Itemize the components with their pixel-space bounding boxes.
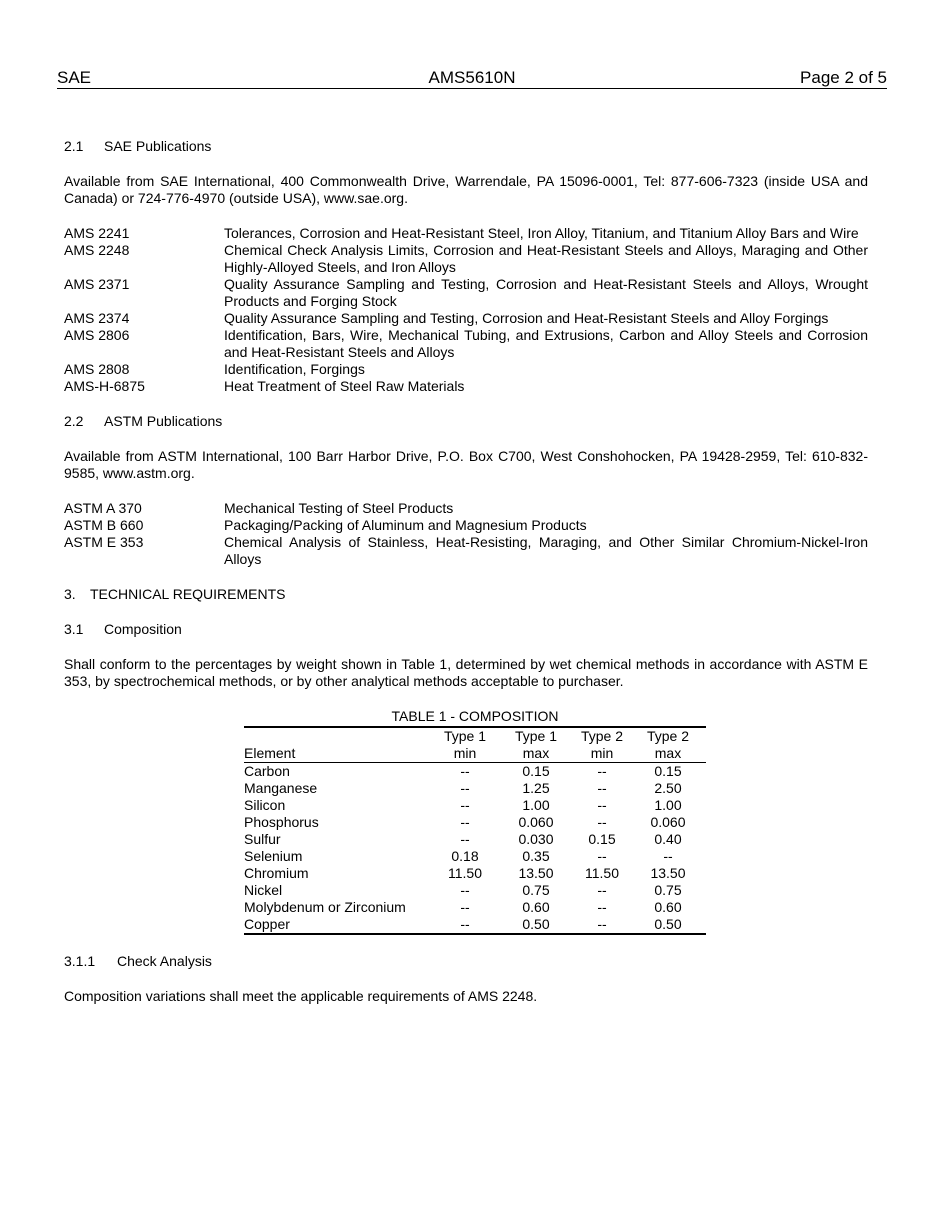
header-document-number: AMS5610N (428, 68, 516, 87)
sae-reference-list (64, 225, 868, 395)
table-row (244, 763, 706, 781)
value-cell: -- (663, 848, 673, 864)
reference-row (64, 517, 868, 534)
value-cell: 0.50 (630, 916, 706, 934)
section-number: 3.1.1 (64, 953, 96, 969)
section-number: 2.1 (64, 138, 84, 154)
reference-title: Chemical Analysis of Stainless, Heat-Resisting, Maraging, and Other Similar Chromium-Nickel-Iron Alloys (224, 534, 868, 567)
value-cell: -- (460, 763, 470, 779)
value-cell: 1.00 (654, 797, 682, 813)
section-title: Check Analysis (117, 953, 212, 969)
reference-row (64, 378, 868, 395)
value-cell: 2.50 (654, 780, 682, 796)
value-cell: -- (460, 831, 470, 847)
element-name: Carbon (244, 763, 290, 779)
element-name: Molybdenum or Zirconium (244, 899, 406, 915)
value-cell: 13.50 (518, 865, 554, 881)
element-name: Nickel (244, 882, 283, 898)
table-header-cell: Type 2 (630, 727, 706, 745)
reference-row (64, 361, 868, 378)
table-header-row (244, 727, 706, 745)
reference-title: Tolerances, Corrosion and Heat-Resistant Steel, Iron Alloy, Titanium, and Titanium Alloy Bars and Wire (224, 225, 859, 241)
table-header-cell: Element (244, 745, 432, 763)
table-row (244, 865, 706, 882)
reference-row (64, 327, 868, 361)
value-cell: 11.50 (585, 865, 619, 881)
value-cell: 0.15 (588, 831, 616, 847)
table-row (244, 916, 706, 934)
table-header-row (244, 745, 706, 763)
section-number: 2.2 (64, 413, 84, 429)
check-analysis-paragraph: Composition variations shall meet the applicable requirements of AMS 2248. (64, 988, 538, 1004)
table-row (244, 831, 706, 848)
value-cell: 0.75 (654, 882, 682, 898)
value-cell: 0.060 (518, 814, 554, 830)
reference-title: Identification, Bars, Wire, Mechanical Tubing, and Extrusions, Carbon and Alloy Steels and Corrosion and Heat-Resistant Steels and Alloys (224, 327, 868, 360)
value-cell: -- (460, 882, 470, 898)
value-cell: 11.50 (448, 865, 482, 881)
value-cell: 0.60 (654, 899, 682, 915)
reference-code: AMS 2371 (64, 276, 130, 292)
section-number: 3.1 (64, 621, 84, 637)
value-cell: -- (574, 916, 630, 934)
reference-title: Quality Assurance Sampling and Testing, Corrosion and Heat-Resistant Steels and Alloy Forgings (224, 310, 829, 326)
section-title: Composition (104, 621, 182, 637)
astm-availability-paragraph: Available from ASTM International, 100 Barr Harbor Drive, P.O. Box C700, West Conshohocken, PA 19428-2959, Tel: 610-832-9585, www.astm.org. (64, 448, 868, 481)
composition-table (244, 708, 706, 935)
reference-code: ASTM A 370 (64, 500, 142, 516)
element-name: Selenium (244, 848, 303, 864)
table-row (244, 797, 706, 814)
table-row (244, 899, 706, 916)
table-header-cell: min (574, 745, 630, 763)
table-header-cell: Type 1 (498, 727, 574, 745)
value-cell: -- (460, 797, 470, 813)
table-row (244, 882, 706, 899)
document-body (64, 138, 868, 1005)
table-header-cell: min (432, 745, 498, 763)
section-2-1-heading (64, 138, 868, 155)
reference-row (64, 242, 868, 276)
value-cell: -- (597, 882, 607, 898)
reference-code: AMS 2808 (64, 361, 130, 377)
reference-row (64, 500, 868, 517)
table-header-cell: Type 1 (432, 727, 498, 745)
value-cell: -- (597, 780, 607, 796)
value-cell: 0.40 (654, 831, 682, 847)
value-cell: -- (460, 780, 470, 796)
reference-code: AMS 2248 (64, 242, 130, 258)
table-header-cell: max (630, 745, 706, 763)
reference-code: AMS-H-6875 (64, 378, 145, 394)
section-2-2-heading (64, 413, 868, 430)
value-cell: 0.15 (522, 763, 550, 779)
section-number: 3. (64, 586, 76, 602)
table-row (244, 848, 706, 865)
table-header-cell (244, 727, 432, 745)
section-3-1-heading (64, 621, 868, 638)
composition-paragraph: Shall conform to the percentages by weight shown in Table 1, determined by wet chemical methods in accordance with ASTM E 353, by spectrochemical methods, or by other analytical methods acceptable to purchaser. (64, 656, 868, 689)
reference-row (64, 310, 868, 327)
section-3-1-1-heading (64, 953, 868, 970)
value-cell: -- (597, 848, 607, 864)
page-header (57, 68, 887, 89)
value-cell: 0.60 (522, 899, 550, 915)
section-3-heading (64, 586, 868, 603)
value-cell: -- (460, 814, 470, 830)
element-name: Chromium (244, 865, 309, 881)
reference-row (64, 225, 868, 242)
value-cell: 13.50 (650, 865, 686, 881)
value-cell: 0.35 (522, 848, 550, 864)
table-row (244, 814, 706, 831)
reference-code: ASTM E 353 (64, 534, 144, 550)
section-title: SAE Publications (104, 138, 212, 154)
element-name: Phosphorus (244, 814, 319, 830)
section-title: TECHNICAL REQUIREMENTS (90, 586, 286, 602)
value-cell: -- (597, 797, 607, 813)
value-cell: 0.15 (654, 763, 682, 779)
sae-availability-paragraph: Available from SAE International, 400 Commonwealth Drive, Warrendale, PA 15096-0001, Tel: 877-606-7323 (inside USA and Canada) or 724-776-4970 (outside USA), www.sae.org. (64, 173, 868, 206)
value-cell: 0.75 (522, 882, 550, 898)
table-header-cell: Type 2 (574, 727, 630, 745)
table-caption: TABLE 1 - COMPOSITION (391, 708, 559, 724)
element-name: Manganese (244, 780, 318, 796)
value-cell: 1.25 (522, 780, 550, 796)
header-publisher: SAE (57, 68, 92, 87)
table-row (244, 780, 706, 797)
value-cell: 0.50 (498, 916, 574, 934)
element-name: Sulfur (244, 831, 281, 847)
astm-reference-list (64, 500, 868, 568)
table-header-cell: max (498, 745, 574, 763)
header-page-number: Page 2 of 5 (800, 68, 887, 87)
value-cell: -- (432, 916, 498, 934)
reference-title: Identification, Forgings (224, 361, 365, 377)
reference-title: Mechanical Testing of Steel Products (224, 500, 454, 516)
reference-title: Chemical Check Analysis Limits, Corrosion and Heat-Resistant Steels and Alloys, Maraging and Other Highly-Alloyed Steels, and Iron Alloys (224, 242, 868, 275)
value-cell: 0.18 (451, 848, 479, 864)
reference-code: AMS 2241 (64, 225, 130, 241)
value-cell: -- (597, 763, 607, 779)
value-cell: 0.030 (518, 831, 554, 847)
element-name: Copper (244, 916, 432, 934)
value-cell: -- (597, 899, 607, 915)
value-cell: 0.060 (650, 814, 686, 830)
reference-code: ASTM B 660 (64, 517, 144, 533)
value-cell: -- (460, 899, 470, 915)
reference-row (64, 534, 868, 568)
reference-title: Packaging/Packing of Aluminum and Magnesium Products (224, 517, 587, 533)
value-cell: 1.00 (522, 797, 550, 813)
reference-row (64, 276, 868, 310)
section-title: ASTM Publications (104, 413, 223, 429)
value-cell: -- (597, 814, 607, 830)
reference-title: Quality Assurance Sampling and Testing, Corrosion and Heat-Resistant Steels and Alloys, Wrought Products and Forging Stock (224, 276, 868, 309)
reference-code: AMS 2806 (64, 327, 130, 343)
element-name: Silicon (244, 797, 286, 813)
reference-title: Heat Treatment of Steel Raw Materials (224, 378, 465, 394)
reference-code: AMS 2374 (64, 310, 130, 326)
